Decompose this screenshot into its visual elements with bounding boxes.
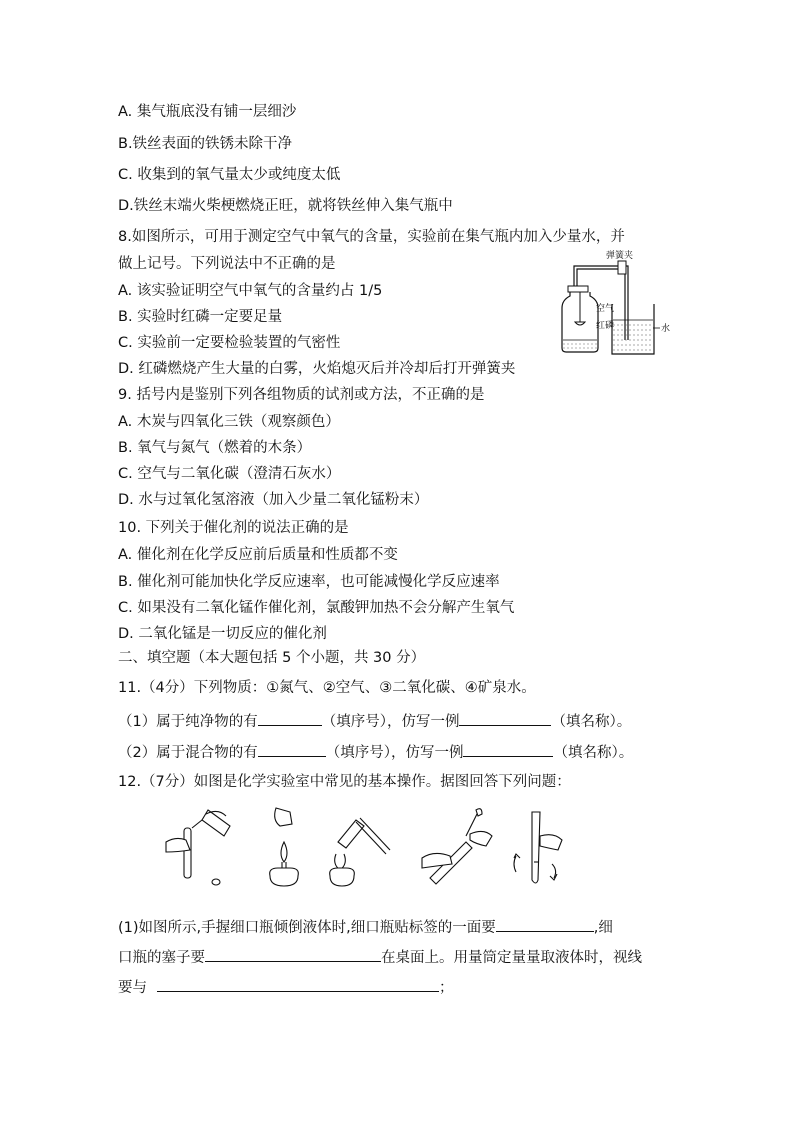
q9-option-a: A. 木炭与四氧化三铁（观察颜色） — [118, 414, 340, 430]
q12-p1-text-d: 在桌面上。用量筒定量量取液体时，视线 — [381, 950, 642, 966]
q11-p2-text-c: （填名称）。 — [553, 745, 634, 761]
q12-part1-line1 — [118, 915, 613, 938]
q9-stem: 9. 括号内是鉴别下列各组物质的试剂或方法，不正确的是 — [118, 387, 485, 403]
q11-p1-text-a: （1）属于纯净物的有 — [118, 714, 258, 730]
q12-part1-line2 — [118, 945, 642, 968]
q11-p2-blank2[interactable] — [463, 740, 553, 757]
q9-option-b: B. 氧气与氮气（燃着的木条） — [118, 440, 312, 456]
q11-p1-blank2[interactable] — [459, 709, 551, 726]
q7-option-a: A. 集气瓶底没有铺一层细沙 — [118, 104, 297, 120]
heating-test-tube-icon — [330, 818, 390, 886]
q12-p1-blank3[interactable] — [157, 975, 439, 992]
water-label: 水 — [661, 324, 671, 334]
red-phosphorus-label: 红磷 — [596, 321, 615, 331]
q12-part1-line3 — [118, 975, 454, 998]
q7-option-c: C. 收集到的氧气量太少或纯度太低 — [118, 167, 341, 183]
q12-p1-text-b: ,细 — [593, 920, 613, 936]
q11-p2-blank1[interactable] — [258, 740, 326, 757]
q8-option-a: A. 该实验证明空气中氧气的含量约占 1/5 — [118, 283, 383, 299]
q9-option-d: D. 水与过氧化氢溶液（加入少量二氧化锰粉末） — [118, 492, 429, 508]
q8-option-c: C. 实验前一定要检验装置的气密性 — [118, 335, 341, 351]
q11-p2-text-b: （填序号），仿写一例 — [325, 745, 464, 761]
q11-p1-text-c: （填名称）。 — [551, 714, 632, 730]
q10-option-a: A. 催化剂在化学反应前后质量和性质都不变 — [118, 547, 398, 563]
q10-stem: 10. 下列关于催化剂的说法正确的是 — [118, 520, 349, 536]
q8-stem-line2: 做上记号。下列说法中不正确的是 — [118, 256, 336, 272]
section-title: 二、填空题（本大题包括 5 个小题，共 30 分） — [118, 650, 426, 666]
q11-part1 — [118, 709, 631, 732]
q11-p1-blank1[interactable] — [258, 709, 322, 726]
q12-p1-text-a: (1)如图所示,手握细口瓶倾倒液体时,细口瓶贴标签的一面要 — [118, 920, 496, 936]
q7-option-d: D.铁丝末端火柴梗燃烧正旺，就将铁丝伸入集气瓶中 — [118, 198, 453, 214]
q12-p1-blank1[interactable] — [496, 915, 594, 932]
shaking-test-tube-icon — [514, 812, 562, 883]
q12-p1-text-f: ； — [439, 980, 454, 996]
q12-p1-text-e: 要与 — [118, 980, 147, 996]
oxygen-measurement-apparatus-figure — [560, 248, 680, 360]
air-label: 空气 — [596, 304, 615, 314]
q8-stem-line1: 8.如图所示，可用于测定空气中氧气的含量，实验前在集气瓶内加入少量水，并 — [118, 229, 625, 245]
q12-p1-blank2[interactable] — [205, 945, 381, 962]
q12-stem: 12.（7分）如图是化学实验室中常见的基本操作。据图回答下列问题： — [118, 774, 571, 790]
q11-stem: 11.（4分）下列物质：①氮气、②空气、③二氧化碳、④矿泉水。 — [118, 680, 536, 696]
clamp-icon — [618, 261, 626, 274]
q10-option-d: D. 二氧化锰是一切反应的催化剂 — [118, 626, 327, 642]
alcohol-lamp-icon — [270, 808, 299, 886]
q10-option-b: B. 催化剂可能加快化学反应速率，也可能减慢化学反应速率 — [118, 574, 500, 590]
q11-p1-text-b: （填序号），仿写一例 — [321, 714, 460, 730]
q12-p1-text-c: 口瓶的塞子要 — [118, 950, 205, 966]
phosphorus-spoon-icon — [575, 322, 585, 325]
q8-option-b: B. 实验时红磷一定要足量 — [118, 309, 283, 325]
q7-option-b: B.铁丝表面的铁锈未除干净 — [118, 136, 293, 152]
lab-operations-figure — [160, 806, 580, 888]
q9-option-c: C. 空气与二氧化碳（澄清石灰水） — [118, 466, 341, 482]
beaker-icon — [612, 304, 654, 354]
q11-part2 — [118, 740, 633, 763]
q11-p2-text-a: （2）属于混合物的有 — [118, 745, 258, 761]
clamp-label: 弹簧夹 — [606, 251, 634, 261]
pouring-liquid-icon — [166, 810, 230, 885]
dropper-icon — [422, 809, 492, 884]
q10-option-c: C. 如果没有二氧化锰作催化剂，氯酸钾加热不会分解产生氧气 — [118, 600, 515, 616]
q8-option-d: D. 红磷燃烧产生大量的白雾，火焰熄灭后并冷却后打开弹簧夹 — [118, 361, 516, 377]
